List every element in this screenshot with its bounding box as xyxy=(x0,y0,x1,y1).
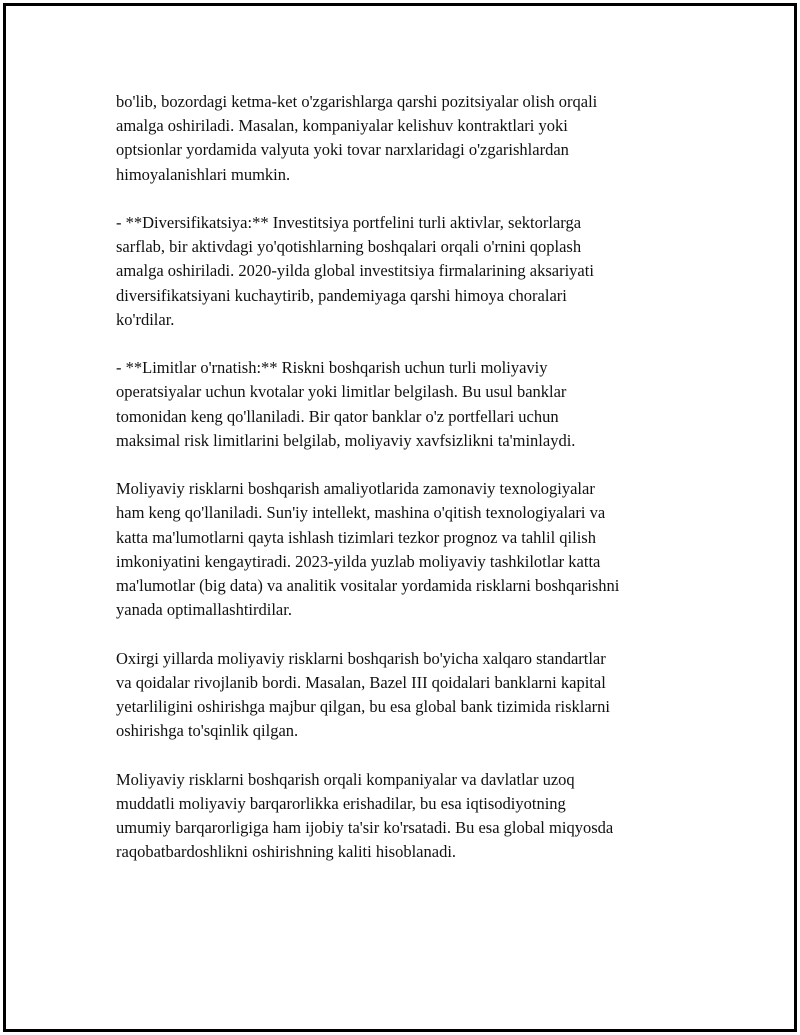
paragraph-diversification: - **Diversifikatsiya:** Investitsiya portfelini turli aktivlar, sektorlarga sarflab, bir aktivdagi yo'qotishlarning boshqalari orqali o'rnini qoplash amalga oshiriladi. 2020-yilda global investitsiya firmalarining aksariyati diversifikatsiyani kuchaytirib, pandemiyaga qarshi himoya choralari ko'rdilar. xyxy=(116,213,594,329)
paragraph-hedging: bo'lib, bozordagi ketma-ket o'zgarishlarga qarshi pozitsiyalar olish orqali amalga oshiriladi. Masalan, kompaniyalar kelishuv kontraktlari yoki optsionlar yordamida valyuta yoki tovar narxlaridagi o'zgarishlardan himoyalanishlari mumkin. xyxy=(116,92,598,184)
paragraph-technologies: Moliyaviy risklarni boshqarish amaliyotlarida zamonaviy texnologiyalar ham keng qo'llaniladi. Sun'iy intellekt, mashina o'qitish texnologiyalari va katta ma'lumotlarni qayta ishlash tizimlari tezkor prognoz va tahlil qilish imkoniyatini kengaytiradi. 2023-yilda yuzlab moliyaviy tashkilotlar katta ma'lumotlar (big data) va analitik vositalar yordamida risklarni boshqarishni yanada optimallashtirdilar. xyxy=(116,479,620,620)
paragraph-conclusion: Moliyaviy risklarni boshqarish orqali kompaniyalar va davlatlar uzoq muddatli moliyaviy barqarorlikka erishadilar, bu esa iqtisodiyotning umumiy barqarorligiga ham ijobiy ta'sir ko'rsatadi. Bu esa global miqyosda raqobatbardoshlikni oshirishning kaliti hisoblanadi. xyxy=(116,769,614,862)
paragraph-limits: - **Limitlar o'rnatish:** Riskni boshqarish uchun turli moliyaviy operatsiyalar uchun kvotalar yoki limitlar belgilash. Bu usul banklar tomonidan keng qo'llaniladi. Bir qator banklar o'z portfellari uchun maksimal risk limitlarini belgilab, moliyaviy xavfsizlikni ta'minlaydi. xyxy=(116,358,576,450)
document-body xyxy=(116,90,686,889)
paragraph-standards: Oxirgi yillarda moliyaviy risklarni boshqarish bo'yicha xalqaro standartlar va qoidalar rivojlanib bordi. Masalan, Bazel III qoidalari banklarni kapital yetarliligini oshirishga majbur qilgan, bu esa global bank tizimida risklarni oshirishga to'sqinlik qilgan. xyxy=(116,648,610,741)
